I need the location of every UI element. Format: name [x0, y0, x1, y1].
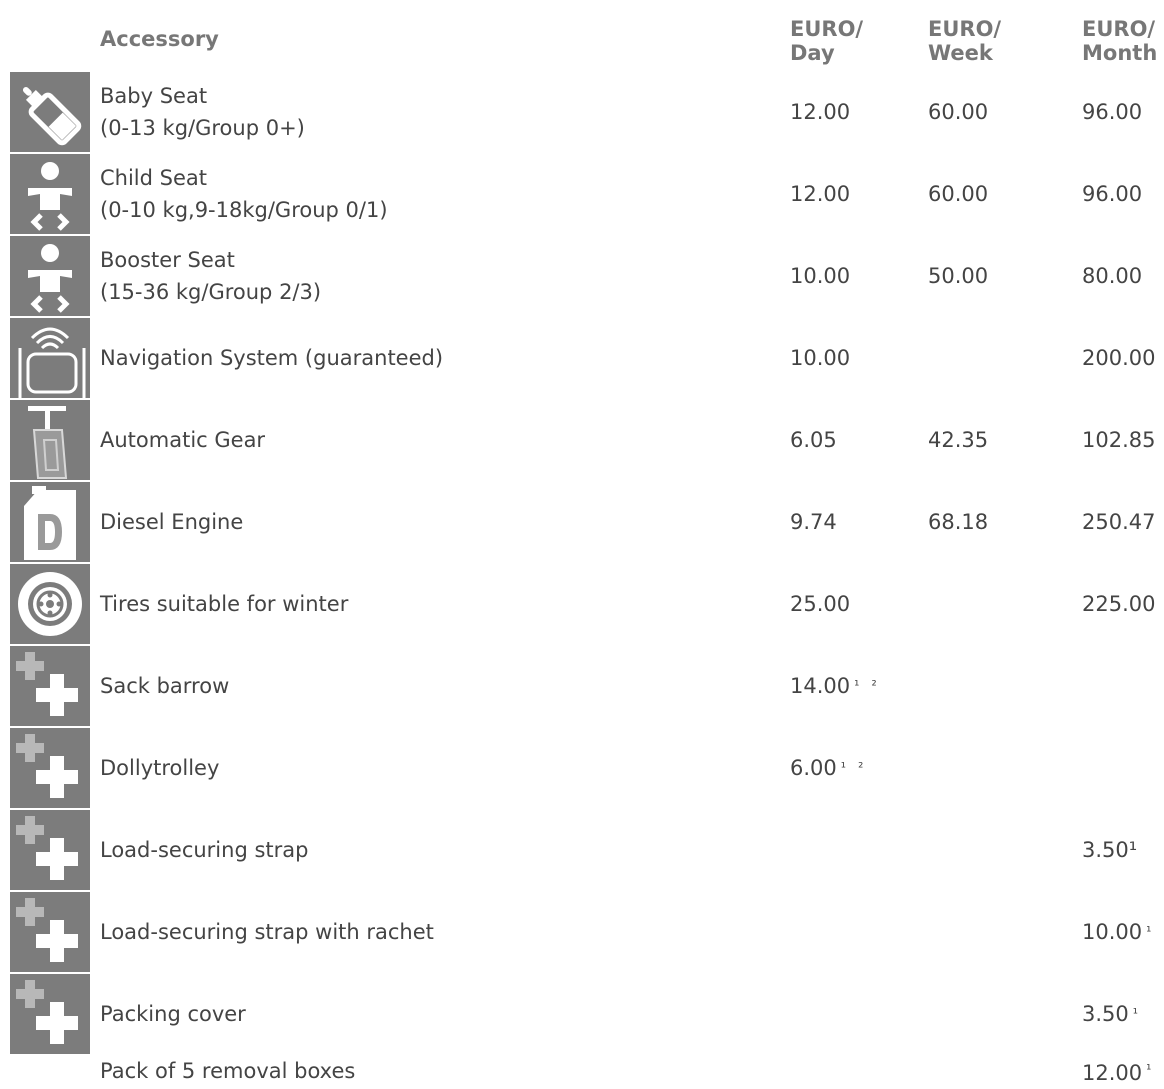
price-day-value: 6.00: [790, 756, 837, 780]
header-month-line1: EURO/: [1082, 17, 1156, 41]
plus-plus-icon: [10, 646, 90, 726]
price-month-value: 10.00: [1082, 920, 1143, 944]
price-month-value: 250.47: [1082, 510, 1156, 534]
accessory-name: [100, 974, 760, 1054]
header-euro-month: [1082, 17, 1157, 65]
price-month: [1082, 400, 1155, 480]
accessory-name: [100, 646, 760, 726]
price-month: [1082, 974, 1142, 1054]
accessory-table: [0, 72, 1164, 1056]
price-day: [790, 728, 867, 808]
price-day-value: 10.00: [790, 264, 851, 288]
price-week-value: 68.18: [928, 510, 989, 534]
accessory-name-line1: Booster Seat: [100, 248, 235, 272]
price-day: [790, 72, 850, 152]
accessory-name: [100, 400, 760, 480]
table-row: [0, 646, 1164, 728]
price-month: [1082, 236, 1142, 316]
accessory-name-line2: (15-36 kg/Group 2/3): [100, 280, 322, 304]
table-row: [0, 154, 1164, 236]
footnote-marker: ¹: [1146, 1063, 1156, 1078]
table-row: [0, 72, 1164, 154]
price-week: [928, 400, 988, 480]
table-row: [0, 974, 1164, 1056]
table-row: [0, 236, 1164, 318]
price-day: [790, 154, 850, 234]
price-month-value: 225.00: [1082, 592, 1156, 616]
table-row: [0, 482, 1164, 564]
price-week: [928, 482, 988, 562]
accessory-name-line2: (0-10 kg,9-18kg/Group 0/1): [100, 198, 388, 222]
price-month-value: 3.50: [1082, 1002, 1129, 1026]
accessory-name: Pack of 5 removal boxes: [100, 1059, 356, 1083]
accessory-name: [100, 728, 760, 808]
price-day-value: 12.00: [790, 100, 851, 124]
accessory-name-line1: Child Seat: [100, 166, 207, 190]
accessory-name: [100, 154, 760, 234]
baby-bottle-icon: [10, 72, 90, 152]
price-day: [790, 318, 850, 398]
price-month-value: 80.00: [1082, 264, 1143, 288]
price-day-value: 25.00: [790, 592, 851, 616]
price-month-value: 200.00: [1082, 346, 1156, 370]
price-month: [1082, 72, 1142, 152]
accessory-name-line1: Packing cover: [100, 1002, 246, 1026]
plus-plus-icon: [10, 892, 90, 972]
price-month-value: 96.00: [1082, 100, 1143, 124]
price-month-value: 12.00: [1082, 1061, 1143, 1085]
plus-plus-icon: [10, 728, 90, 808]
accessory-name-line1: Navigation System (guaranteed): [100, 346, 444, 370]
price-day-value: 12.00: [790, 182, 851, 206]
price-week-value: 42.35: [928, 428, 989, 452]
price-month-value: 3.50¹: [1082, 838, 1138, 862]
footnote-marker: ¹ ²: [854, 678, 881, 694]
price-week-value: 60.00: [928, 100, 989, 124]
navigation-icon: [10, 318, 90, 398]
accessory-name-line1: Tires suitable for winter: [100, 592, 349, 616]
price-day-value: 10.00: [790, 346, 851, 370]
header-euro-day: [790, 17, 863, 65]
accessory-name: [100, 892, 760, 972]
accessory-name: [100, 318, 760, 398]
child-icon: [10, 154, 90, 234]
header-accessory: Accessory: [100, 27, 219, 51]
price-day-value: 6.05: [790, 428, 837, 452]
price-day-value: 14.00: [790, 674, 851, 698]
price-day: [790, 400, 837, 480]
footnote-marker: ¹: [1146, 924, 1156, 940]
accessory-name-line1: Sack barrow: [100, 674, 230, 698]
price-day: [790, 236, 850, 316]
price-week: [928, 236, 988, 316]
price-day: [790, 564, 850, 644]
price-day: [790, 646, 881, 726]
table-row-removal-boxes: [0, 1059, 1164, 1085]
accessory-name-line1: Load-securing strap: [100, 838, 309, 862]
accessory-name: [100, 482, 760, 562]
plus-plus-icon: [10, 974, 90, 1054]
accessory-name-line1: Automatic Gear: [100, 428, 266, 452]
accessory-name-line2: (0-13 kg/Group 0+): [100, 116, 305, 140]
price-week-value: 50.00: [928, 264, 989, 288]
table-row: [0, 810, 1164, 892]
price-month: [1082, 154, 1142, 234]
accessory-name-line1: Load-securing strap with rachet: [100, 920, 434, 944]
child-icon: [10, 236, 90, 316]
price-day-value: 9.74: [790, 510, 837, 534]
accessory-name: [100, 236, 760, 316]
price-week: [928, 72, 988, 152]
price-month: [1082, 318, 1155, 398]
price-month-value: 96.00: [1082, 182, 1143, 206]
gear-shift-icon: [10, 400, 90, 480]
footnote-marker: ¹: [1132, 1006, 1142, 1022]
diesel-canister-icon: [10, 482, 90, 562]
accessory-name: [100, 72, 760, 152]
price-week-value: 60.00: [928, 182, 989, 206]
header-month-line2: Month: [1082, 41, 1158, 65]
price-month: [1082, 482, 1155, 562]
table-header: [0, 0, 1164, 72]
header-euro-week: [928, 17, 1001, 65]
accessory-name: [100, 810, 760, 890]
table-row: [0, 400, 1164, 482]
price-week: [928, 154, 988, 234]
table-row: [0, 892, 1164, 974]
price-day: [790, 482, 837, 562]
header-week-line2: Week: [928, 41, 993, 65]
price-month: [1082, 892, 1155, 972]
price-month-value: 102.85: [1082, 428, 1156, 452]
footnote-marker: ¹ ²: [840, 760, 868, 776]
accessory-name-line1: Dollytrolley: [100, 756, 220, 780]
table-row: [0, 318, 1164, 400]
header-day-line2: Day: [790, 41, 835, 65]
header-week-line1: EURO/: [928, 17, 1002, 41]
price-month: [1082, 564, 1155, 644]
accessory-name-line1: Diesel Engine: [100, 510, 244, 534]
accessory-name: [100, 564, 760, 644]
header-day-line1: EURO/: [790, 17, 864, 41]
accessory-name-line1: Baby Seat: [100, 84, 208, 108]
table-row: [0, 728, 1164, 810]
table-row: [0, 564, 1164, 646]
winter-tire-icon: [10, 564, 90, 644]
plus-plus-icon: [10, 810, 90, 890]
price-month: [1082, 810, 1137, 890]
